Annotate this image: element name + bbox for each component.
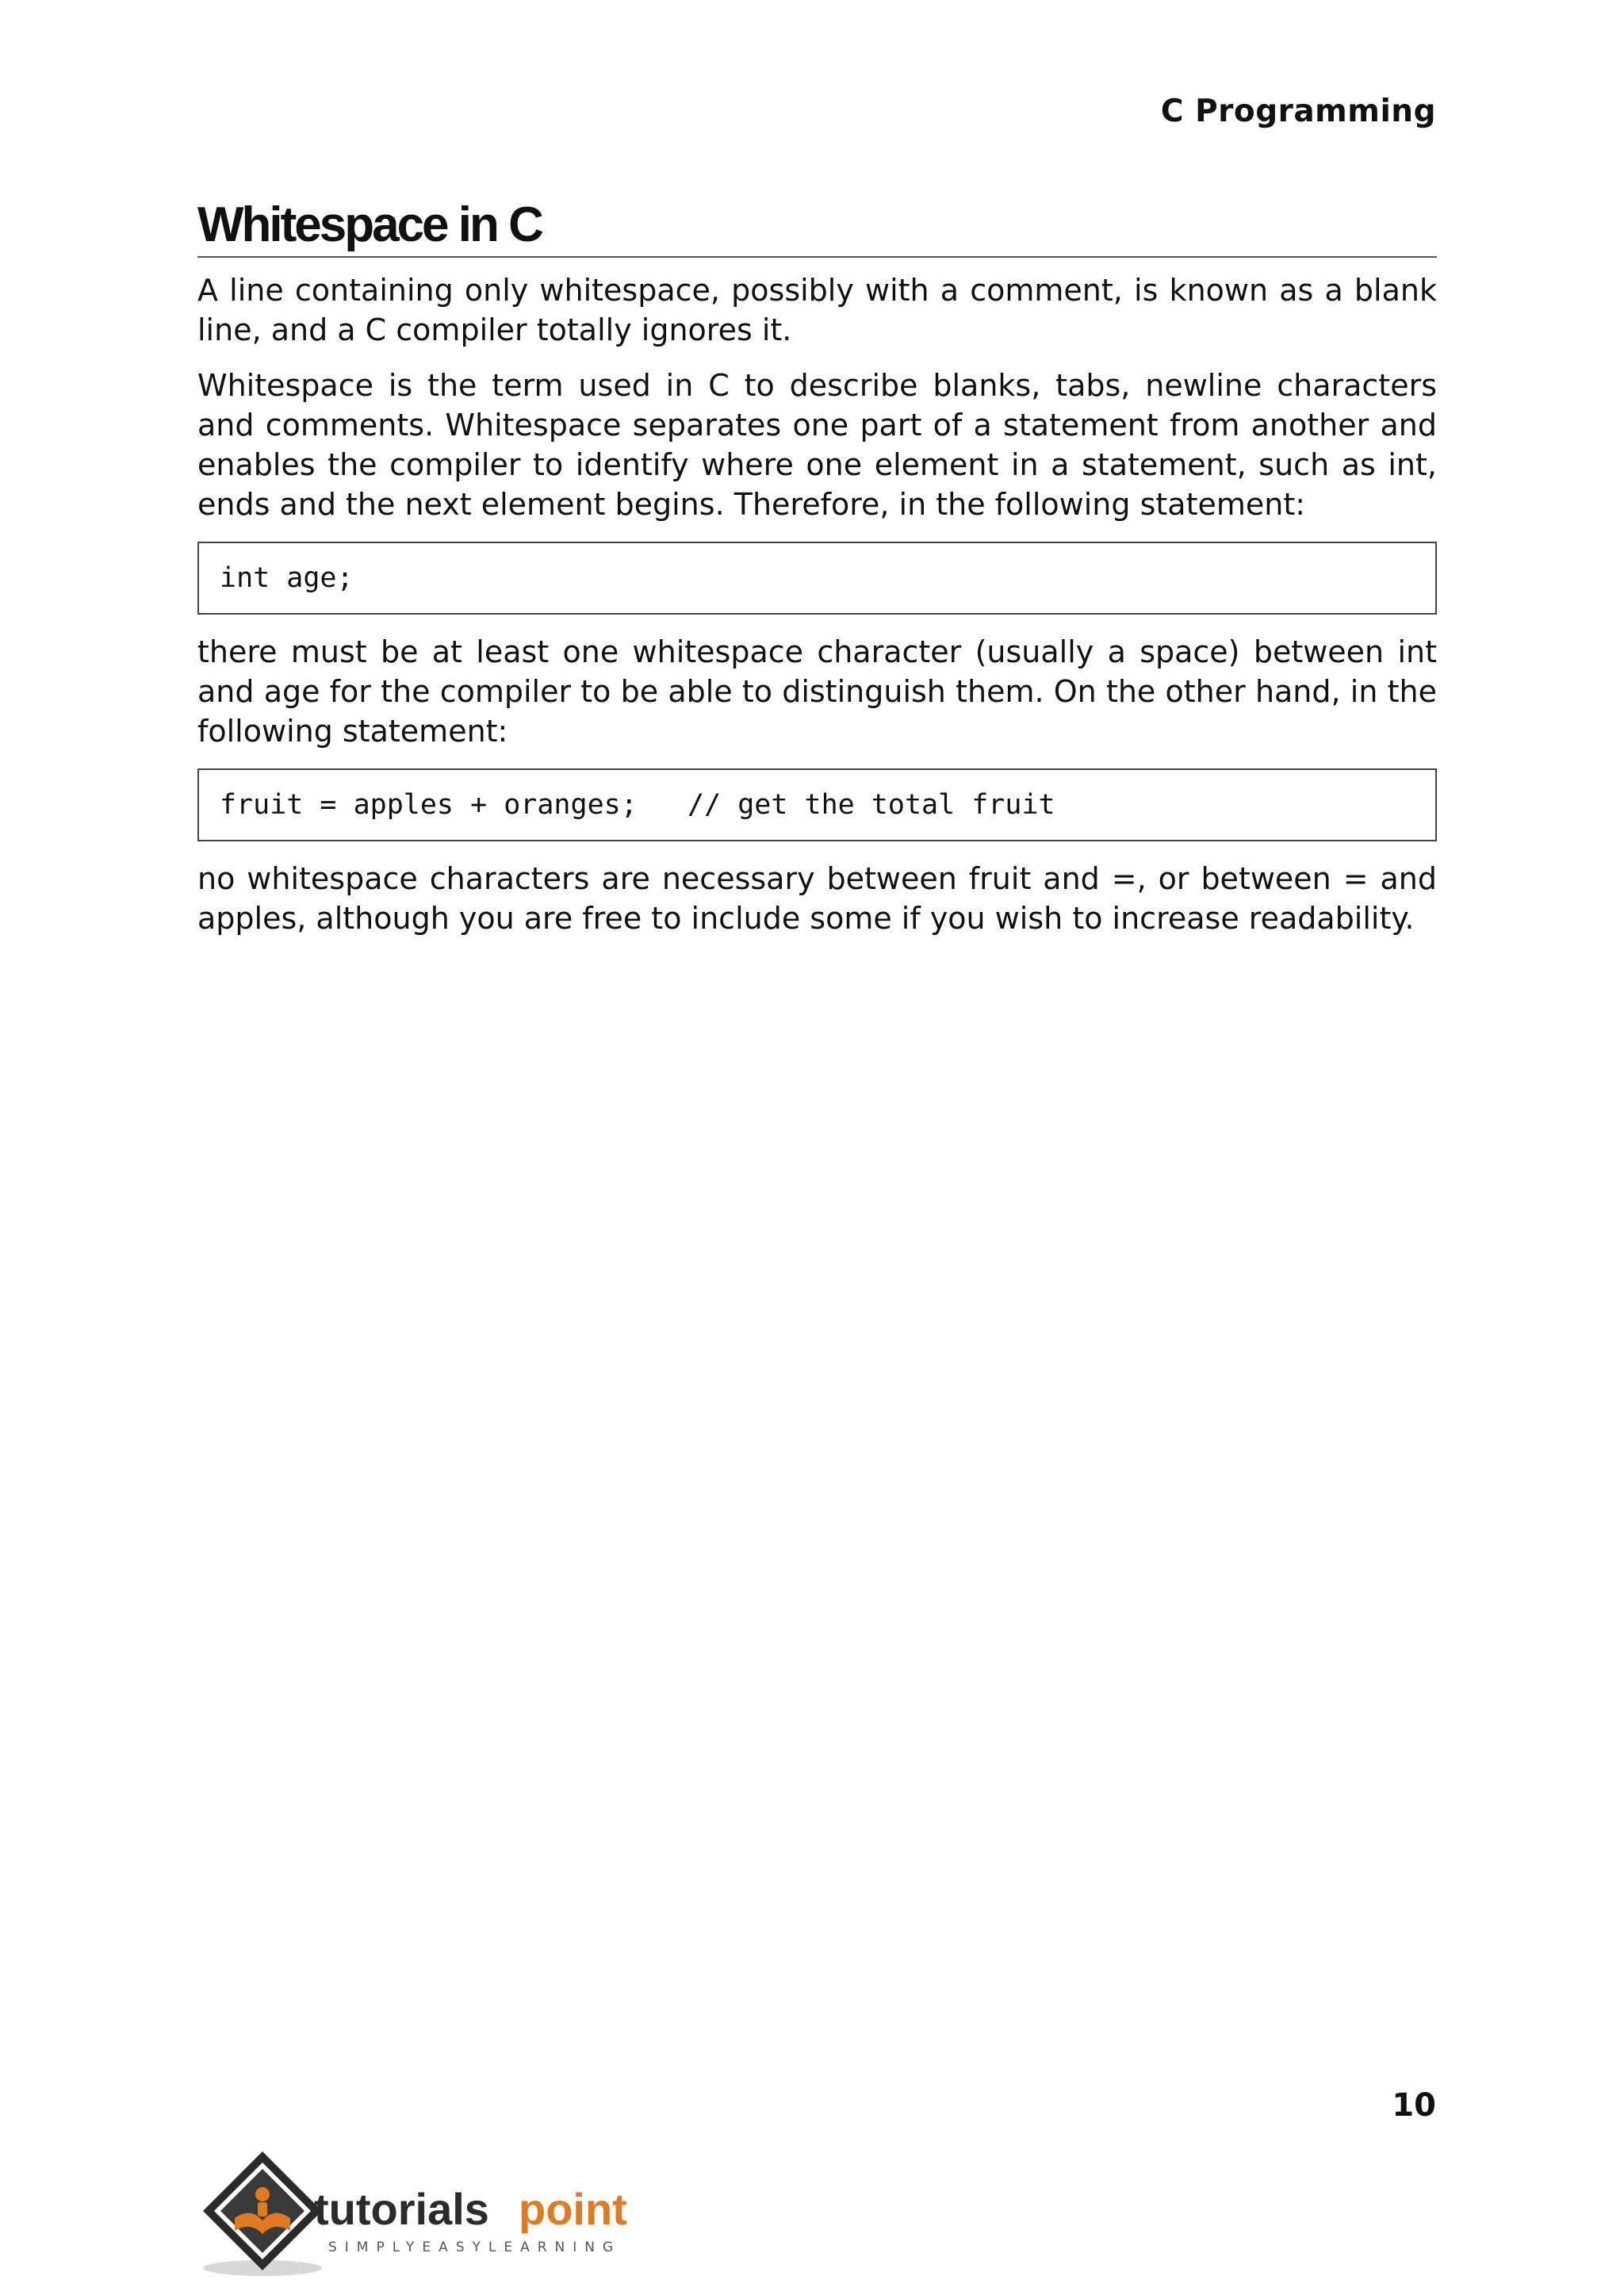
section-title: Whitespace in C <box>197 197 1437 258</box>
logo-brand-left: tutorials <box>314 2184 489 2234</box>
main-content <box>197 197 1437 938</box>
paragraph-whitespace-definition: Whitespace is the term used in C to describe blanks, tabs, newline characters and comments. Whitespace separates one part of a statement from another and enables the compiler to identify where one element in a statement, such as int, ends and the next element begins. Therefore, in the following statement: <box>197 368 1437 523</box>
paragraph-blank-line: A line containing only whitespace, possibly with a comment, is known as a blank line, and a C compiler totally ignores it. <box>197 273 1437 348</box>
code-block-int-age: int age; <box>197 542 1437 615</box>
paragraph-readability: no whitespace characters are necessary between fruit and =, or between = and apples, although you are free to include some if you wish to increase readability. <box>197 861 1437 937</box>
page-number: 10 <box>1392 2087 1436 2124</box>
tutorialspoint-logo <box>195 2145 639 2280</box>
paragraph-int-age-explanation: there must be at least one whitespace character (usually a space) between int and age for the compiler to be able to distinguish them. On the other hand, in the following statement: <box>197 634 1437 749</box>
logo-tagline: SIMPLYEASYLEARNING <box>328 2239 622 2255</box>
running-header: C Programming <box>1160 94 1436 129</box>
logo-brand-right: point <box>519 2184 627 2234</box>
code-block-fruit: fruit = apples + oranges; // get the total fruit <box>197 768 1437 841</box>
